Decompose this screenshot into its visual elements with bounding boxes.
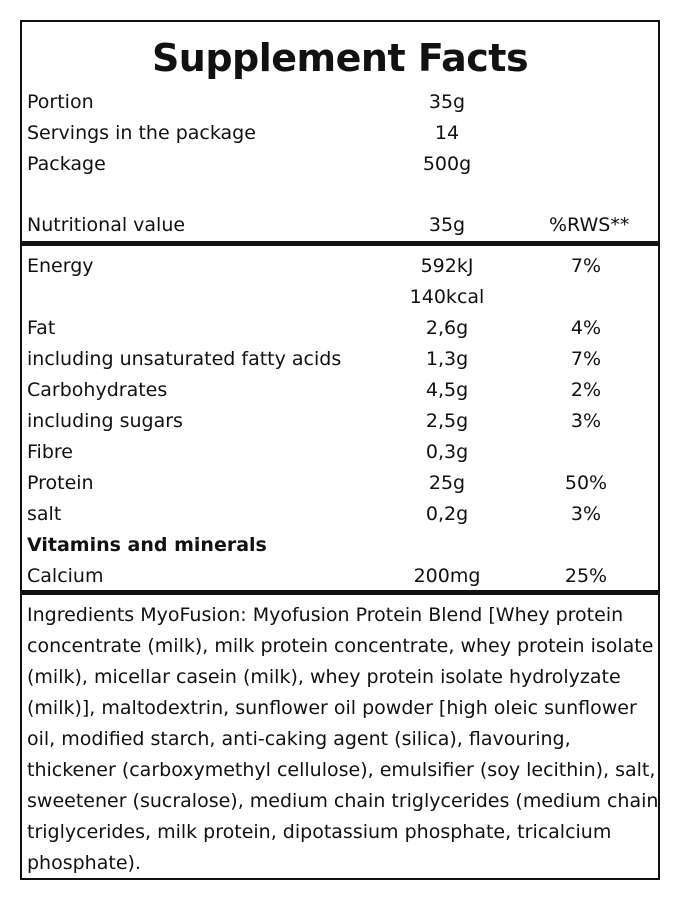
- mineral-row-calcium: [27, 561, 659, 592]
- nutrient-amount: 0,2g: [425, 503, 469, 525]
- mineral-amount: 200mg: [413, 565, 481, 587]
- nutrient-rws: 50%: [564, 472, 608, 494]
- nutrient-row-salt: [27, 499, 659, 530]
- info-value: 35g: [428, 91, 466, 113]
- nutrient-label: Protein: [27, 472, 94, 494]
- nutrient-amount: 4,5g: [425, 379, 469, 401]
- info-label: Portion: [27, 91, 94, 113]
- nutrient-amount: 140kcal: [409, 286, 485, 308]
- divider-bottom: [22, 590, 658, 595]
- header-rws: %RWS**: [549, 214, 630, 236]
- nutrient-amount: 592kJ: [420, 255, 474, 277]
- nutrient-label: Fibre: [27, 441, 73, 463]
- mineral-label: Calcium: [27, 565, 104, 587]
- nutrient-row-protein: [27, 468, 659, 499]
- supplement-facts-panel: [20, 20, 660, 880]
- nutrient-row-energy: [27, 251, 659, 282]
- info-label: Package: [27, 153, 106, 175]
- nutrient-rws: 3%: [570, 410, 602, 432]
- mineral-rws: 25%: [564, 565, 608, 587]
- nutrient-label: salt: [27, 503, 62, 525]
- vitamins-heading-row: [27, 530, 659, 561]
- nutrient-row-unsaturated: [27, 344, 659, 375]
- ingredients-text: Ingredients MyoFusion: Myofusion Protein Blend [Whey protein concentrate (milk), milk protein concentrate, whey protein isolate (milk), micellar casein (milk), whey protein isolate hydrolyzate (milk)], maltodextrin, sunflower oil powder [high oleic sunflower oil, modified starch, anti-caking agent (silica), flavouring, thickener (carboxymethyl cellulose), emulsifier (soy lecithin), salt, sweetener (sucralose), medium chain triglycerides (medium chain triglycerides, milk protein, dipotassium phosphate, tricalcium phosphate).: [27, 604, 659, 874]
- info-label: Servings in the package: [27, 122, 256, 144]
- nutrient-row-sugars: [27, 406, 659, 437]
- nutrient-rws: 7%: [570, 348, 602, 370]
- nutrient-rws: 7%: [570, 255, 602, 277]
- nutrient-row-carbohydrates: [27, 375, 659, 406]
- info-row-portion: [27, 87, 659, 118]
- info-row-servings: [27, 118, 659, 149]
- header-amount: 35g: [428, 214, 466, 236]
- nutrient-label: including sugars: [27, 410, 183, 432]
- nutrient-amount: 1,3g: [425, 348, 469, 370]
- panel-title: Supplement Facts: [151, 36, 529, 80]
- nutrient-amount: 0,3g: [425, 441, 469, 463]
- info-value: 14: [434, 122, 460, 144]
- nutrient-row-fibre: [27, 437, 659, 468]
- divider-top: [22, 241, 658, 246]
- nutrient-label: Energy: [27, 255, 94, 277]
- nutrient-rws: 3%: [570, 503, 602, 525]
- header-label: Nutritional value: [27, 214, 186, 236]
- nutrient-row-energy-kcal: [27, 282, 659, 313]
- nutrient-label: Fat: [27, 317, 56, 339]
- nutrient-amount: 2,5g: [425, 410, 469, 432]
- nutrient-rws: 4%: [570, 317, 602, 339]
- nutrient-label: including unsaturated fatty acids: [27, 348, 342, 370]
- nutrition-header-row: [27, 210, 659, 241]
- nutrient-label: Carbohydrates: [27, 379, 168, 401]
- nutrient-rws: 2%: [570, 379, 602, 401]
- nutrient-row-fat: [27, 313, 659, 344]
- info-row-package: [27, 149, 659, 180]
- info-value: 500g: [422, 153, 472, 175]
- vitamins-heading: Vitamins and minerals: [27, 534, 267, 556]
- nutrient-amount: 2,6g: [425, 317, 469, 339]
- nutrient-amount: 25g: [428, 472, 466, 494]
